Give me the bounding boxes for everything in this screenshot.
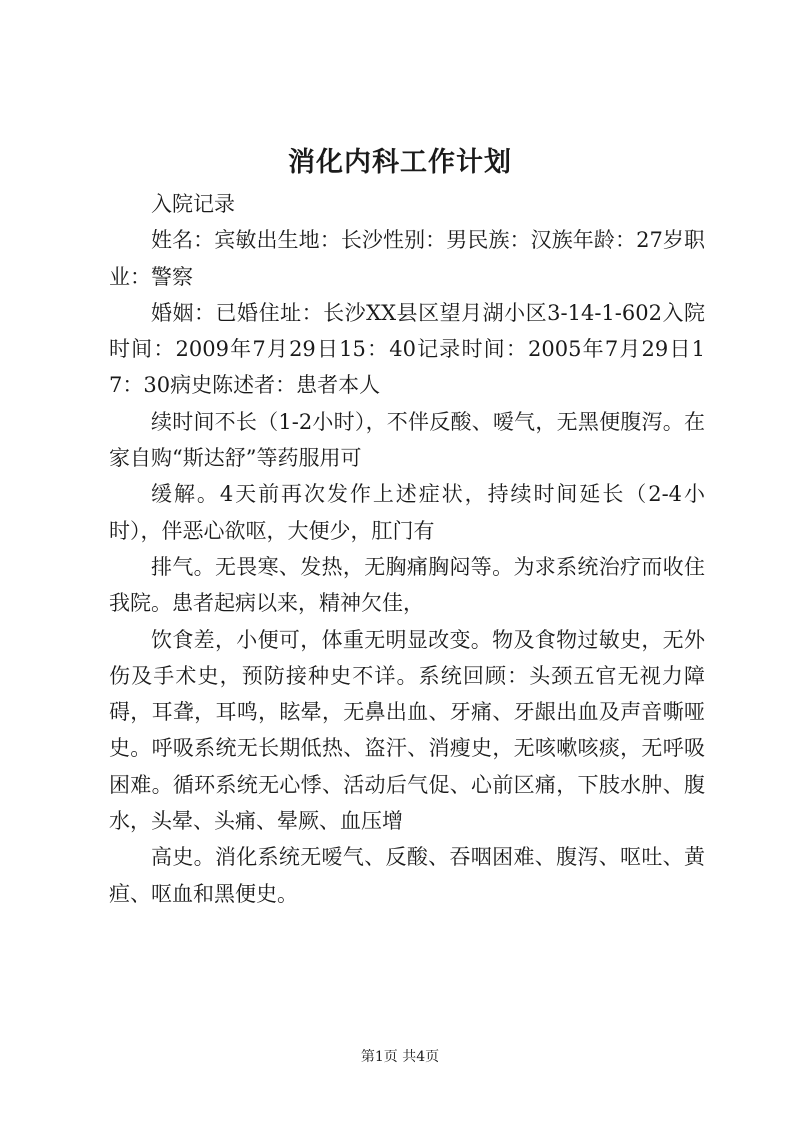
paragraph-admission-record: 入院记录 xyxy=(151,192,235,216)
page-footer: 第1页 共4页 xyxy=(360,1049,440,1065)
paragraph-diet-review: 饮食差，小便可，体重无明显改变。物及食物过敏史，无外伤及手术史，预防接种史不详。系统回顾：头颈五官无视力障碍，耳聋，耳鸣，眩晕，无鼻出血、牙痛、牙龈出血及声音嘶哑史。呼吸系统无长期低热、盗汗、消瘦史，无咳嗽咳痰，无呼吸困难。循环系统无心悸、活动后气促、心前区痛，下肢水肿、腹水，头晕、头痛、晕厥、血压增 xyxy=(109,627,705,834)
paragraph-marriage-address: 婚姻：已婚住址：长沙XX县区望月湖小区3-14-1-602入院时间：2009年7月29日15：40记录时间：2005年7月29日17：30病史陈述者：患者本人 xyxy=(109,300,705,398)
paragraph-duration: 续时间不长（1-2小时），不伴反酸、嗳气，无黑便腹泻。在家自购“斯达舒”等药服用可 xyxy=(109,409,705,471)
paragraph-exhaust: 排气。无畏寒、发热，无胸痛胸闷等。为求系统治疗而收住我院。患者起病以来，精神欠佳， xyxy=(109,554,705,616)
paragraph-digestive: 高史。消化系统无嗳气、反酸、吞咽困难、腹泻、呕吐、黄疸、呕血和黑便史。 xyxy=(109,845,705,906)
document-title: 消化内科工作计划 xyxy=(288,147,512,178)
paragraph-relief: 缓解。4天前再次发作上述症状，持续时间延长（2-4小时），伴恶心欲呕，大便少，肛门有 xyxy=(109,482,705,543)
document-body xyxy=(109,186,705,912)
paragraph-patient-info: 姓名：宾敏出生地：长沙性别：男民族：汉族年龄：27岁职业：警察 xyxy=(109,228,705,289)
